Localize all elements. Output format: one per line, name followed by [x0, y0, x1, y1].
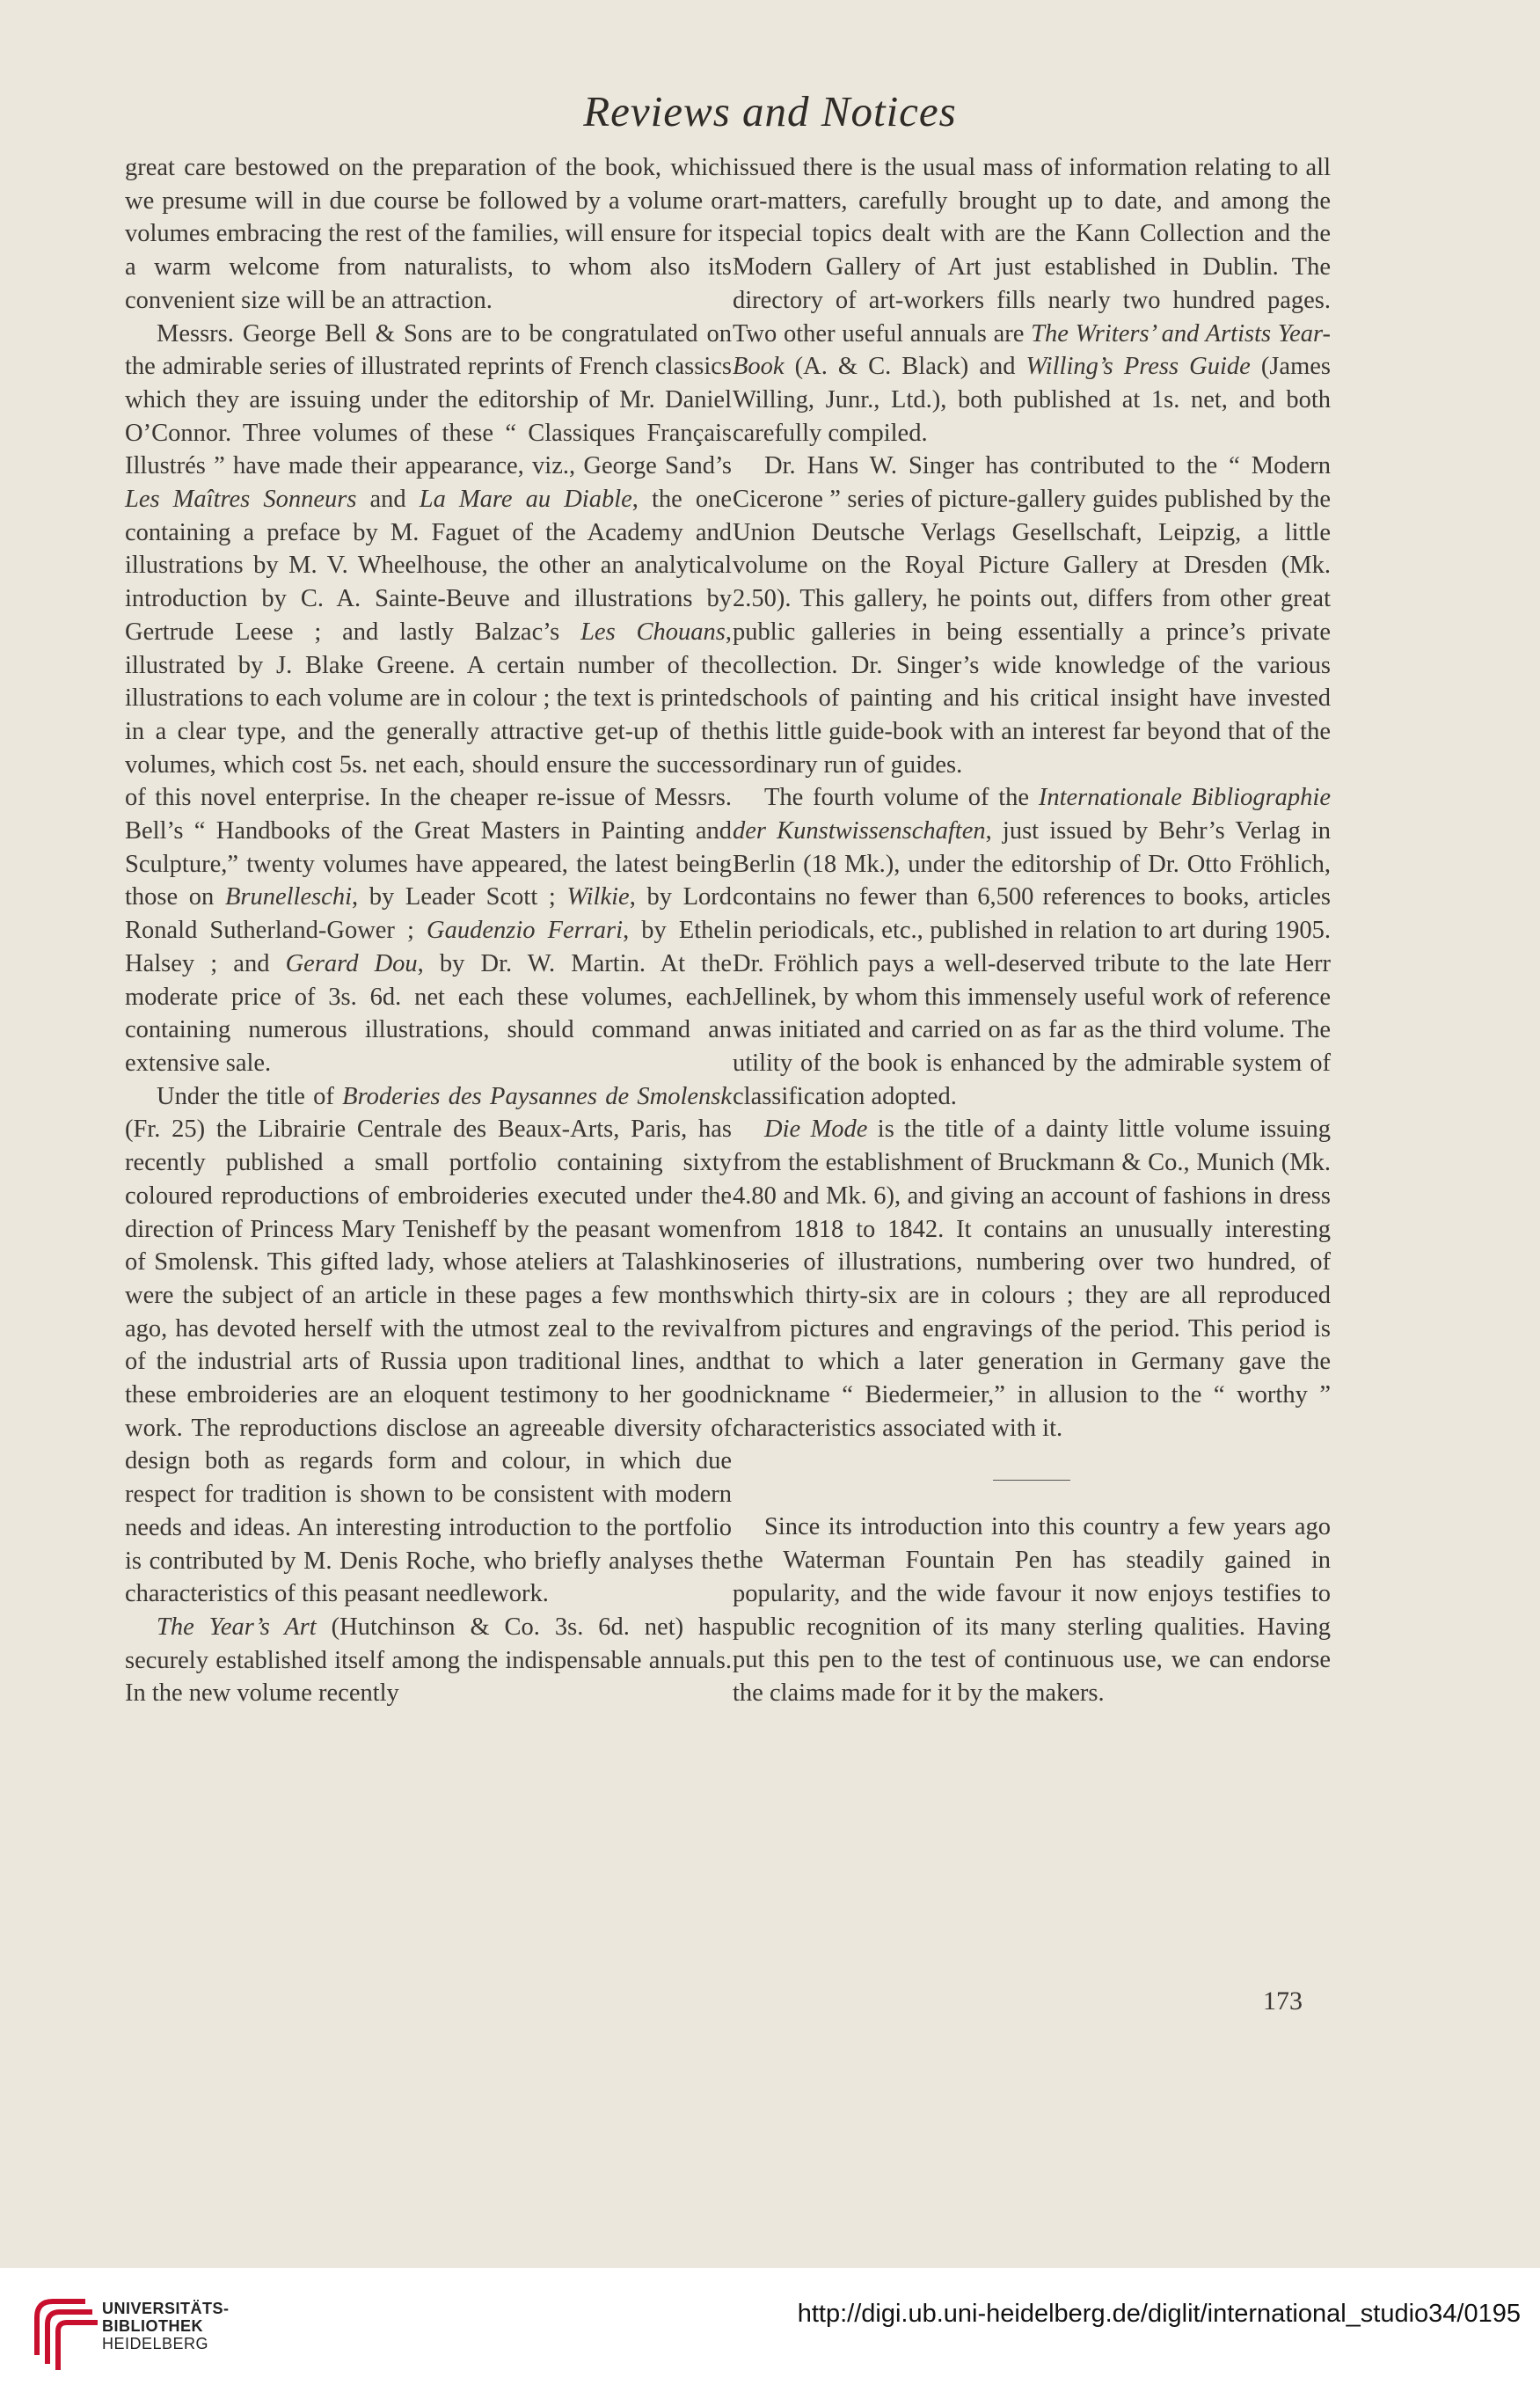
text-run: and — [356, 486, 420, 514]
text-run: is the title of a dainty little volume issuing from the establishment of Bruckmann & Co., Munich (Mk. 4.80 and Mk. 6), and giving an account of fashions in dress from 1818 to 1842. It contains an unusually interesting series of illustrations, numbering over two hundred, of which thirty-six are in colours ; they are all reproduced from pictures and engravings of the period. This period is that to which a later generation in Germany gave the nickname “ Biedermeier,” in allusion to the “ worthy ” characteristics associated with it. — [733, 1116, 1331, 1442]
italic-title: Willing’s Press Guide — [1025, 353, 1251, 381]
italic-title: Brunelleschi — [224, 883, 352, 911]
text-run: Dr. Hans W. Singer has contributed to the “ Modern Cicerone ” series of picture-gallery guides published by the Union Deutsche Verlags Gesellschaft, Leipzig, a little volume on the Royal Picture Gallery at Dresden (Mk. 2.50). This gallery, he points out, differs from other great public galleries in being essentially a prince’s private collection. Dr. Singer’s wide knowledge of the various schools of painting and his critical insight have invested this little guide-book with an interest far beyond that of the ordinary run of guides. — [733, 452, 1331, 779]
text-run: , illustrated by J. Blake Greene. A certain number of the illustrations to each volume are in colour ; the text is printed in a clear type, and the generally attractive get-up of the volumes, which cost 5s. net each, should ensure the success of this novel enterprise. In the cheaper re-issue of Messrs. Bell’s “ Handbooks of the Great Masters in Painting and Sculpture,” twenty volumes have appeared, the latest being those on — [125, 618, 732, 911]
italic-title: The Year’s Art — [157, 1613, 317, 1641]
italic-title: The Writers’ and Artists Year-Book — [733, 319, 1331, 381]
italic-title: Die Mode — [764, 1116, 868, 1144]
library-name-line2: BIBLIOTHEK — [102, 2317, 203, 2335]
paragraph — [733, 1511, 1331, 1709]
right-text-column — [733, 151, 1331, 1710]
italic-title: Broderies des Paysannes de Smolensk — [342, 1082, 732, 1110]
text-run: (James Willing, Junr., Ltd.), both published at 1s. net, and both carefully compiled. — [733, 353, 1331, 447]
ub-heidelberg-logo-icon — [19, 2282, 107, 2370]
text-run: , just issued by Behr’s Verlag in Berlin (18 Mk.), under the editorship of Dr. Otto Fröhlich, contains no fewer than 6,500 references to books, articles in periodicals, etc., published in relation to art during 1905. Dr. Fröhlich pays a well-deserved tribute to the late Herr Jellinek, by whom this immensely useful work of reference was initiated and carried on as far as the third volume. The utility of the book is enhanced by the admirable system of classification adopted. — [733, 817, 1331, 1110]
paragraph — [125, 1611, 732, 1710]
paragraph — [733, 781, 1331, 1113]
library-name-line3: HEIDELBERG — [102, 2335, 209, 2352]
text-run: (Fr. 25) the Librairie Centrale des Beaux-Arts, Paris, has recently published a small portfolio containing sixty coloured reproductions of embroideries executed under the direction of Princess Mary Tenisheff by the peasant women of Smolensk. This gifted lady, whose ateliers at Talashkino were the subject of an article in these pages a few months ago, has devoted herself with the utmost zeal to the revival of the industrial arts of Russia upon traditional lines, and these embroideries are an eloquent testimony to her good work. The reproductions disclose an agreeable diversity of design both as regards form and colour, in which due respect for tradition is shown to be consistent with modern needs and ideas. An interesting introduction to the portfolio is contributed by M. Denis Roche, who briefly analyses the characteristics of this peasant needlework. — [125, 1116, 732, 1608]
source-url-link[interactable]: http://digi.ub.uni-heidelberg.de/diglit/international_studio34/0195 — [797, 2300, 1521, 2328]
text-run: (Hutchinson & Co. 3s. 6d. net) has securely established itself among the indispensable annuals. In the new volume recently — [125, 1613, 733, 1708]
text-run: issued there is the usual mass of information relating to all art-matters, carefully brought up to date, and among the special topics dealt with are the Kann Collection and the Modern Gallery of Art just established in Dublin. The directory of art-workers fills nearly two hundred pages. Two other useful annuals are — [733, 154, 1331, 348]
italic-title: Wilkie — [566, 883, 630, 911]
page-header-title: Reviews and Notices — [583, 87, 957, 135]
text-run: , by Lord Ronald Sutherland-Gower ; — [125, 883, 732, 945]
italic-title: Les Chouans — [580, 618, 726, 646]
italic-title: Internationale Bibliographie der Kunstwissenschaften — [733, 784, 1331, 845]
library-name — [102, 2300, 230, 2352]
text-run: , by Dr. W. Martin. At the moderate price of 3s. 6d. net each these volumes, each containing numerous illustrations, should command an extensive sale. — [125, 949, 732, 1077]
italic-title: La Mare au Diable — [419, 486, 632, 514]
text-run: Messrs. George Bell & Sons are to be congratulated on the admirable series of illustrated reprints of French classics which they are issuing under the editorship of Mr. Daniel O’Connor. Three volumes of these “ Classiques Français Illustrés ” have made their appearance, viz., George Sand’s — [125, 319, 732, 480]
text-run: , the one containing a preface by M. Faguet of the Academy and illustrations by M. V. Wheelhouse, the other an analytical introduction by C. A. Sainte-Beuve and illustrations by Gertrude Leese ; and lastly Balzac’s — [125, 486, 733, 646]
paragraph — [125, 151, 732, 318]
text-run: Since its introduction into this country a few years ago the Waterman Fountain Pen has steadily gained in popularity, and the wide favour it now enjoys testifies to public recognition of its many sterling qualities. Having put this pen to the test of continuous use, we can endorse the claims made for it by the makers. — [733, 1513, 1331, 1707]
paragraph — [733, 450, 1331, 781]
library-name-line1: UNIVERSITÄTS- — [102, 2300, 230, 2317]
italic-title: Les Maîtres Sonneurs — [125, 486, 357, 514]
text-run: Under the title of — [157, 1082, 343, 1110]
text-run: great care bestowed on the preparation of the book, which we presume will in due course be followed by a volume or volumes embracing the rest of the families, will ensure for it a warm welcome from naturalists, to whom also its convenient size will be an attraction. — [125, 154, 732, 314]
paragraph — [733, 1113, 1331, 1445]
italic-title: Gaudenzio Ferrari — [427, 917, 624, 945]
paragraph — [125, 318, 732, 1080]
left-text-column — [125, 151, 732, 1710]
text-run: (A. & C. Black) and — [784, 353, 1026, 381]
italic-title: Gerard Dou — [285, 949, 418, 977]
text-run: , by Leader Scott ; — [352, 883, 567, 911]
section-divider — [993, 1480, 1070, 1481]
page-number: 173 — [1263, 1986, 1303, 2016]
paragraph — [733, 151, 1331, 450]
paragraph — [125, 1080, 732, 1611]
text-run: , by Ethel Halsey ; and — [125, 917, 732, 977]
text-run: The fourth volume of the — [764, 784, 1039, 812]
